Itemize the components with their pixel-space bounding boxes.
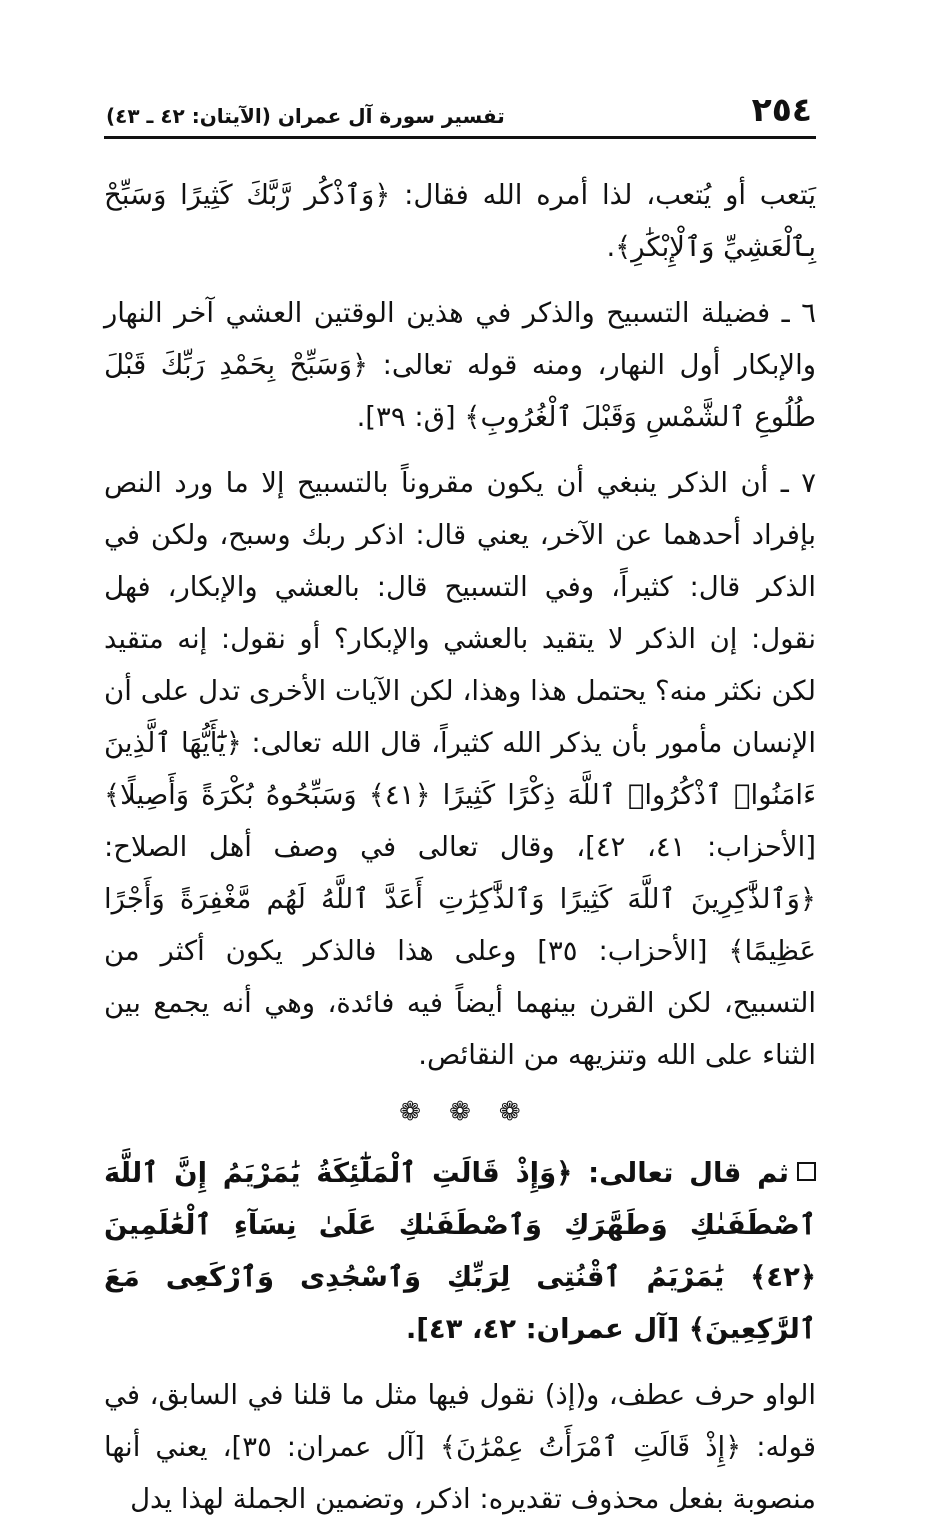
page-number: ٢٥٤ <box>751 90 812 129</box>
checkbox-square-icon <box>797 1162 816 1181</box>
page-body <box>104 169 816 1525</box>
running-title: تفسير سورة آل عمران (الآيتان: ٤٢ ـ ٤٣) <box>106 104 505 128</box>
flower-ornament-icon: ❁ <box>399 1097 422 1127</box>
section-separator <box>104 1095 816 1129</box>
book-page <box>104 88 816 1539</box>
flower-ornament-icon: ❁ <box>498 1097 521 1127</box>
paragraph-point-7: ٧ ـ أن الذكر ينبغي أن يكون مقروناً بالتسبيح إلا ما ورد النص بإفراد أحدهما عن الآخر، يعني قال: اذكر ربك وسبح، ولكن في الذكر قال: كثيراً، وفي التسبيح قال: بالعشي والإبكار، فهل نقول: إن الذكر لا يتقيد بالعشي والإبكار؟ أو نقول: إنه متقيد لكن نكثر منه؟ يحتمل هذا وهذا، لكن الآيات الأخرى تدل على أن الإنسان مأمور بأن يذكر الله كثيراً، قال الله تعالى: ﴿يَٰٓأَيُّهَا ٱلَّذِينَ ءَامَنُوا۟ ٱذْكُرُوا۟ ٱللَّهَ ذِكْرًا كَثِيرًا ﴿٤١﴾ وَسَبِّحُوهُ بُكْرَةً وَأَصِيلًا﴾ [الأحزاب: ٤١، ٤٢]، وقال تعالى في وصف أهل الصلاح: ﴿وَٱلذَّٰكِرِينَ ٱللَّهَ كَثِيرًا وَٱلذَّٰكِرَٰتِ أَعَدَّ ٱللَّهُ لَهُم مَّغْفِرَةً وَأَجْرًا عَظِيمًا﴾ [الأحزاب: ٣٥] وعلى هذا فالذكر يكون أكثر من التسبيح، لكن القرن بينهما أيضاً فيه فائدة، وهي أنه يجمع بين الثناء على الله وتنزيهه من النقائص. <box>104 467 816 1071</box>
verse-block-text: ثم قال تعالى: ﴿وَإِذْ قَالَتِ ٱلْمَلَٰٓئِكَةُ يَٰمَرْيَمُ إِنَّ ٱللَّهَ ٱصْطَفَىٰكِ وَطَهَّرَكِ وَٱصْطَفَىٰكِ عَلَىٰ نِسَآءِ ٱلْعَٰلَمِينَ ﴿٤٢﴾ يَٰمَرْيَمُ ٱقْنُتِى لِرَبِّكِ وَٱسْجُدِى وَٱرْكَعِى مَعَ ٱلرَّٰكِعِينَ﴾ [آل عمران: ٤٢، ٤٣]. <box>104 1157 816 1345</box>
paragraph-commentary: الواو حرف عطف، و(إذ) نقول فيها مثل ما قلنا في السابق، في قوله: ﴿إِذْ قَالَتِ ٱمْرَأَتُ عِمْرَٰنَ﴾ [آل عمران: ٣٥]، يعني أنها منصوبة بفعل محذوف تقديره: اذكر، وتضمين الجملة لهذا يدل <box>104 1379 817 1515</box>
verse-block <box>104 1147 816 1355</box>
paragraph-point-6: ٦ ـ فضيلة التسبيح والذكر في هذين الوقتين العشي آخر النهار والإبكار أول النهار، ومنه قوله تعالى: ﴿وَسَبِّحْ بِحَمْدِ رَبِّكَ قَبْلَ طُلُوعِ ٱلشَّمْسِ وَقَبْلَ ٱلْغُرُوبِ﴾ [ق: ٣٩]. <box>104 297 816 433</box>
paragraph-continuation: يَتعب أو يُتعب، لذا أمره الله فقال: ﴿وَٱذْكُر رَّبَّكَ كَثِيرًا وَسَبِّحْ بِٱلْعَشِيِّ وَٱلْإِبْكَٰرِ﴾. <box>104 179 816 263</box>
page-header <box>104 88 816 139</box>
flower-ornament-icon: ❁ <box>449 1097 471 1127</box>
